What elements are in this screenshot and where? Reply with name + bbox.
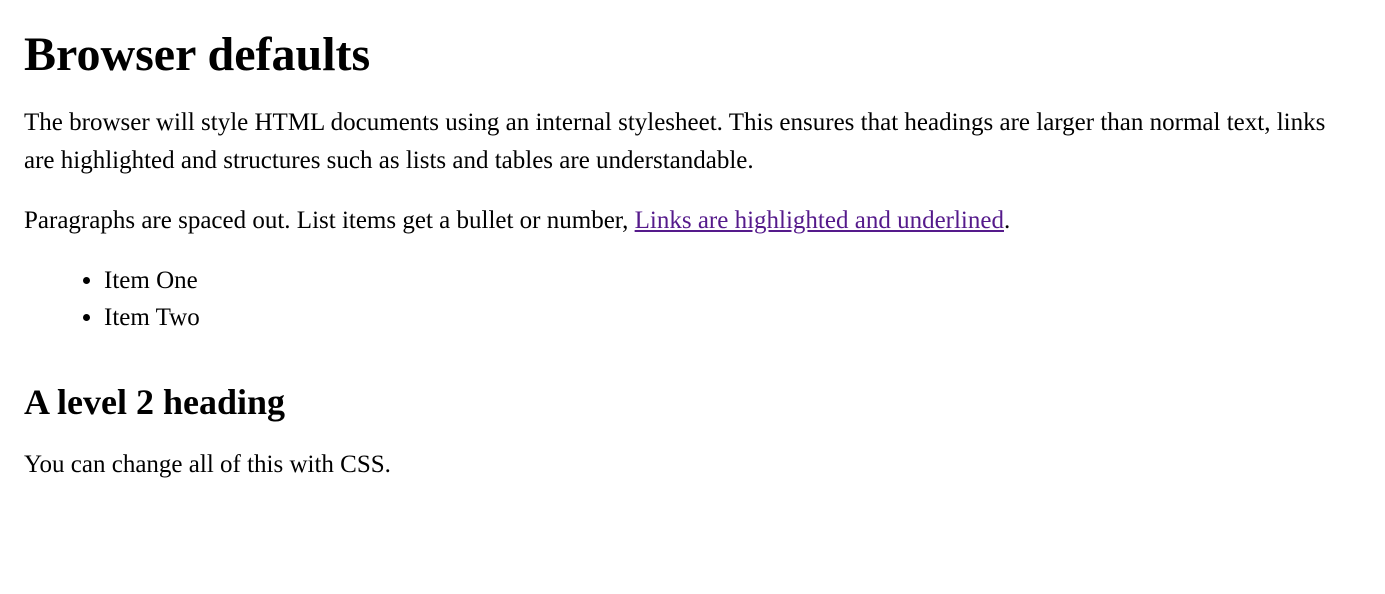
- list-item: • Item One: [104, 262, 1361, 300]
- second-paragraph: [24, 202, 1361, 240]
- bullet-list: [24, 262, 1361, 337]
- section-heading: A level 2 heading: [24, 381, 286, 422]
- second-paragraph-trailing-text: .: [1003, 206, 1011, 234]
- highlighted-link[interactable]: Links are highlighted and underlined: [634, 206, 1004, 234]
- closing-paragraph: You can change all of this with CSS.: [24, 451, 391, 479]
- list-item: • Item Two: [104, 299, 1361, 337]
- second-paragraph-lead-text: Paragraphs are spaced out. List items get a bullet or number,: [24, 206, 635, 234]
- intro-paragraph: The browser will style HTML documents using an internal stylesheet. This ensures that headings are larger than normal text, links are highlighted and structures such as lists and tables are understandable.: [24, 108, 1326, 174]
- page-title: Browser defaults: [24, 28, 371, 81]
